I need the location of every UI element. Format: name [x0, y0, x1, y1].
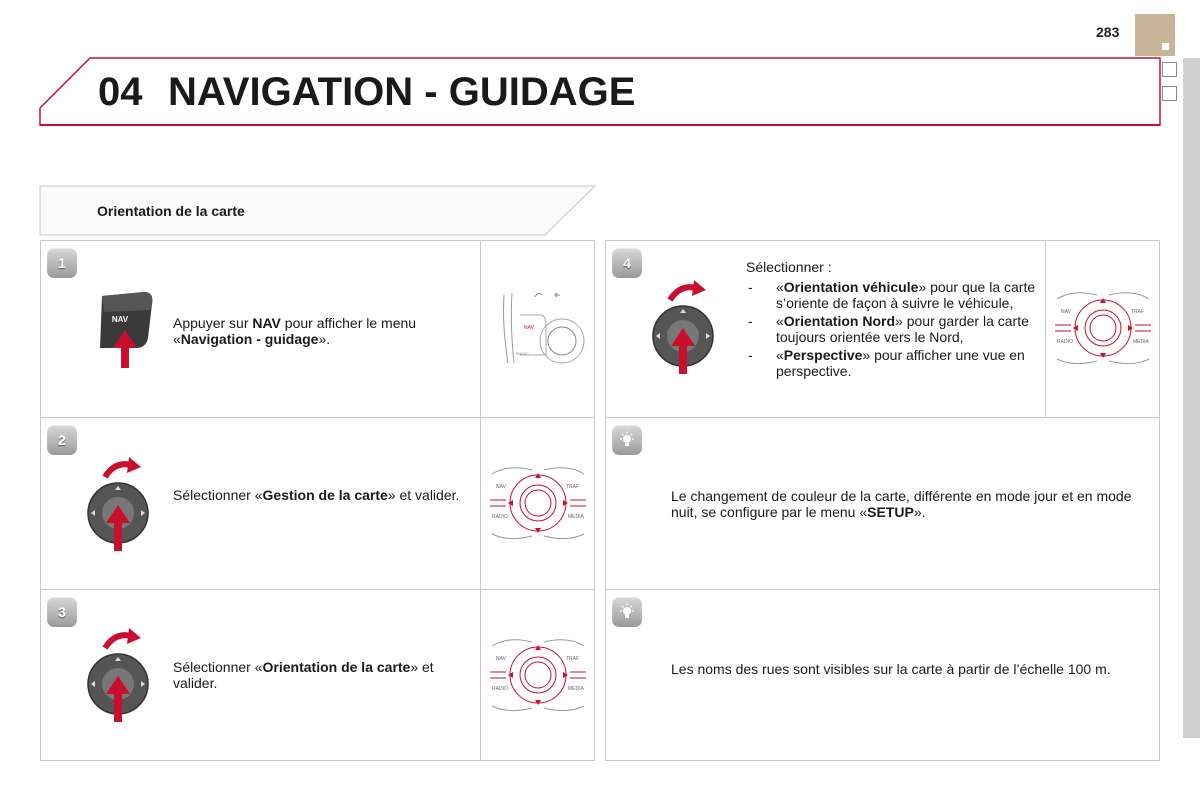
tip-2-text: Les noms des rues sont visibles sur la carte à partir de l’échelle 100 m.	[671, 661, 1111, 677]
option-item: - «Orientation véhicule» pour que la carte s’oriente de façon à suivre le véhicule,	[746, 279, 1038, 311]
step-badge: 2	[47, 425, 77, 455]
nav-button-icon	[96, 290, 156, 370]
control-panel-icon	[488, 632, 588, 717]
rotate-arrow-icon	[670, 280, 706, 300]
svg-text:MEDIA: MEDIA	[568, 514, 584, 520]
svg-text:TRAF: TRAF	[1131, 309, 1145, 315]
rotary-knob-icon	[85, 455, 155, 555]
step-badge: 3	[47, 597, 77, 627]
subheading-title: Orientation de la carte	[97, 203, 245, 219]
svg-text:MEDIA: MEDIA	[568, 686, 584, 692]
lightbulb-icon	[612, 597, 642, 627]
control-panel-icon	[1053, 285, 1153, 370]
rotary-knob-icon	[85, 626, 155, 726]
step-badge: 4	[612, 248, 642, 278]
svg-text:NAV: NAV	[496, 484, 506, 490]
svg-text:NAV: NAV	[524, 325, 534, 331]
section-number: 04	[98, 70, 143, 114]
svg-text:RADIO: RADIO	[492, 686, 508, 692]
section-title: NAVIGATION - GUIDAGE	[168, 70, 636, 114]
svg-text:RADIO: RADIO	[492, 514, 508, 520]
svg-text:NAV: NAV	[496, 656, 506, 662]
page-number: 283	[1096, 24, 1120, 40]
option-item: - «Perspective» pour afficher une vue en perspective.	[746, 347, 1038, 379]
step-4-text: Sélectionner : - «Orientation véhicule» pour que la carte s’oriente de façon à suivre le véhicule, - «Orientation Nord» pour garder la carte toujours orientée vers le Nord, - «Perspective» pour afficher une vue en perspective.	[746, 259, 1038, 381]
rotate-arrow-icon	[105, 628, 141, 648]
svg-text:RADIO: RADIO	[516, 351, 529, 356]
rotate-arrow-icon	[105, 457, 141, 477]
svg-text:NAV: NAV	[111, 315, 129, 324]
rotary-knob-icon	[650, 278, 720, 378]
svg-text:TRAF: TRAF	[566, 656, 580, 662]
svg-text:TRAF: TRAF	[566, 484, 580, 490]
svg-text:NAV: NAV	[1061, 309, 1071, 315]
control-panel-icon	[488, 460, 588, 545]
step-3-text: Sélectionner «Orientation de la carte» et valider.	[173, 659, 434, 691]
option-item: - «Orientation Nord» pour garder la carte toujours orientée vers le Nord,	[746, 313, 1038, 345]
tip-1-text: Le changement de couleur de la carte, différente en mode jour et en mode nuit, se configure par le menu «SETUP».	[671, 488, 1132, 520]
step-2-text: Sélectionner «Gestion de la carte» et valider.	[173, 487, 460, 503]
step-1-text: Appuyer sur NAV pour afficher le menu «Navigation - guidage».	[173, 315, 417, 347]
lightbulb-icon	[612, 425, 642, 455]
svg-text:RADIO: RADIO	[1057, 339, 1073, 345]
step-badge: 1	[47, 248, 77, 278]
svg-text:MEDIA: MEDIA	[1133, 339, 1149, 345]
control-panel-icon	[500, 285, 585, 365]
